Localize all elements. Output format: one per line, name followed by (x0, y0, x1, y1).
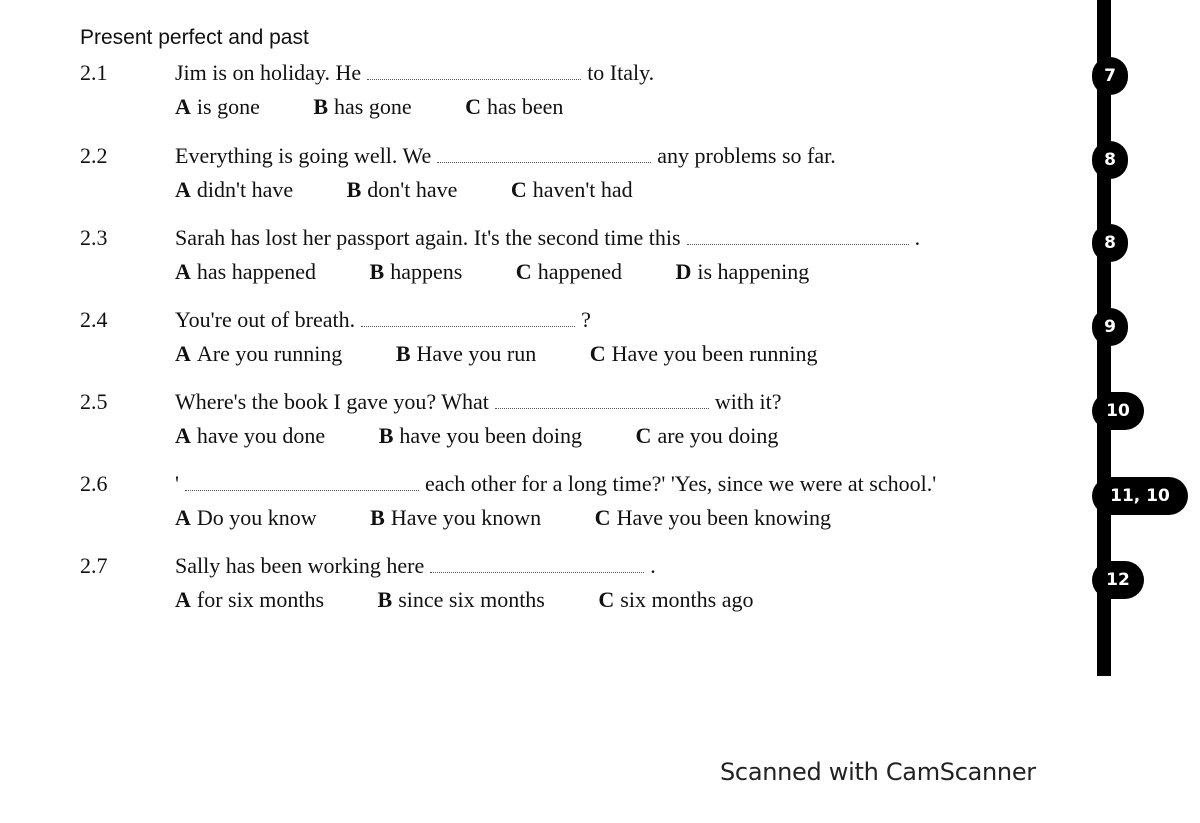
option-text: Do you know (196, 505, 317, 530)
unit-tab-9: 9 (1092, 308, 1128, 346)
option-text: is gone (196, 94, 260, 119)
scanner-watermark: Scanned with CamScanner (720, 758, 1036, 786)
option-c[interactable] (511, 177, 633, 203)
question-2-7 (0, 553, 1095, 633)
stem-before: Sarah has lost her passport again. It's the second time this (175, 225, 681, 250)
option-text: Have you been knowing (616, 505, 832, 530)
option-b[interactable] (313, 94, 411, 120)
option-letter: A (175, 341, 191, 366)
option-text: has been (487, 94, 564, 119)
option-letter: A (175, 259, 191, 284)
answer-options (175, 177, 681, 203)
unit-tab-12: 12 (1092, 561, 1144, 599)
question-stem (175, 307, 591, 333)
stem-before: Sally has been working here (175, 553, 425, 578)
option-b[interactable] (379, 423, 582, 449)
stem-after: ? (581, 307, 591, 332)
question-number: 2.3 (80, 225, 108, 250)
stem-before: You're out of breath. (175, 307, 356, 332)
option-letter: B (370, 505, 385, 530)
unit-tab-11-10: 11, 10 (1092, 477, 1188, 515)
option-letter: A (175, 423, 191, 448)
question-number: 2.6 (80, 471, 108, 496)
option-letter: A (175, 587, 191, 612)
option-letter: A (175, 94, 191, 119)
option-letter: A (175, 505, 191, 530)
answer-blank[interactable] (367, 78, 581, 80)
option-b[interactable] (370, 259, 463, 285)
option-letter: C (635, 423, 652, 448)
option-text: have you been doing (399, 423, 583, 448)
option-letter: B (313, 94, 329, 119)
option-text: happens (390, 259, 463, 284)
answer-options (175, 505, 879, 531)
option-text: are you doing (657, 423, 779, 448)
question-2-6 (0, 471, 1095, 551)
option-letter: A (175, 177, 191, 202)
question-stem (175, 60, 654, 86)
option-letter: D (675, 259, 692, 284)
option-text: has gone (334, 94, 412, 119)
option-text: happened (537, 259, 622, 284)
question-number: 2.5 (80, 389, 108, 414)
option-text: haven't had (532, 177, 633, 202)
option-b[interactable] (378, 587, 545, 613)
question-2-4 (0, 307, 1095, 387)
unit-tab-7: 7 (1092, 57, 1128, 95)
answer-blank[interactable] (430, 571, 644, 573)
option-letter: C (594, 505, 611, 530)
option-text: Have you run (416, 341, 537, 366)
option-a[interactable] (175, 587, 324, 613)
option-letter: C (465, 94, 482, 119)
option-c[interactable] (465, 94, 563, 120)
answer-blank[interactable] (495, 407, 709, 409)
question-stem (175, 471, 936, 497)
question-stem (175, 225, 920, 251)
option-letter: B (377, 587, 393, 612)
option-text: Have you been running (611, 341, 818, 366)
stem-before: Where's the book I gave you? What (175, 389, 489, 414)
answer-options (175, 94, 611, 120)
section-heading: Present perfect and past (80, 26, 309, 49)
option-letter: C (515, 259, 532, 284)
option-d[interactable] (675, 259, 809, 285)
option-text: have you done (196, 423, 326, 448)
question-number: 2.7 (80, 553, 108, 578)
option-c[interactable] (636, 423, 779, 449)
question-number: 2.2 (80, 143, 108, 168)
stem-after: each other for a long time?' 'Yes, since we were at school.' (424, 471, 937, 496)
answer-options (175, 423, 826, 449)
question-stem (175, 389, 782, 415)
option-text: six months ago (620, 587, 754, 612)
option-b[interactable] (396, 341, 536, 367)
question-number: 2.4 (80, 307, 108, 332)
stem-after: any problems so far. (657, 143, 836, 168)
option-text: Have you known (390, 505, 542, 530)
question-2-1 (0, 60, 1095, 140)
stem-before: ' (175, 471, 179, 496)
unit-tab-10: 10 (1092, 392, 1144, 430)
answer-blank[interactable] (687, 243, 909, 245)
question-2-3 (0, 225, 1095, 305)
option-text: don't have (367, 177, 458, 202)
option-text: for six months (196, 587, 325, 612)
option-text: didn't have (196, 177, 294, 202)
option-text: Are you running (196, 341, 343, 366)
question-stem (175, 143, 836, 169)
option-a[interactable] (175, 259, 316, 285)
option-b[interactable] (347, 177, 458, 203)
stem-after: with it? (714, 389, 782, 414)
option-letter: C (589, 341, 606, 366)
answer-options (175, 587, 802, 613)
unit-tab-8b: 8 (1092, 224, 1128, 262)
option-a[interactable] (175, 505, 317, 531)
stem-before: Everything is going well. We (175, 143, 432, 168)
option-letter: B (346, 177, 362, 202)
stem-after: . (650, 553, 656, 578)
stem-after: . (914, 225, 921, 250)
option-a[interactable] (175, 341, 342, 367)
unit-tab-8: 8 (1092, 141, 1128, 179)
option-c[interactable] (598, 587, 753, 613)
answer-options (175, 259, 857, 285)
option-text: since six months (398, 587, 545, 612)
option-letter: B (395, 341, 411, 366)
option-c[interactable] (516, 259, 622, 285)
answer-blank[interactable] (361, 325, 575, 327)
option-a[interactable] (175, 423, 325, 449)
answer-blank[interactable] (437, 161, 651, 163)
option-text: is happening (697, 259, 810, 284)
answer-blank[interactable] (185, 489, 419, 491)
option-letter: C (598, 587, 615, 612)
option-b[interactable] (370, 505, 541, 531)
option-letter: B (369, 259, 385, 284)
option-c[interactable] (595, 505, 831, 531)
question-number: 2.1 (80, 60, 108, 85)
question-2-2 (0, 143, 1095, 223)
stem-after: to Italy. (587, 60, 655, 85)
answer-options (175, 341, 866, 367)
question-stem (175, 553, 656, 579)
option-letter: C (510, 177, 527, 202)
option-a[interactable] (175, 177, 293, 203)
question-2-5 (0, 389, 1095, 469)
stem-before: Jim is on holiday. He (175, 60, 362, 85)
option-c[interactable] (590, 341, 818, 367)
option-a[interactable] (175, 94, 260, 120)
option-letter: B (378, 423, 394, 448)
option-text: has happened (196, 259, 317, 284)
